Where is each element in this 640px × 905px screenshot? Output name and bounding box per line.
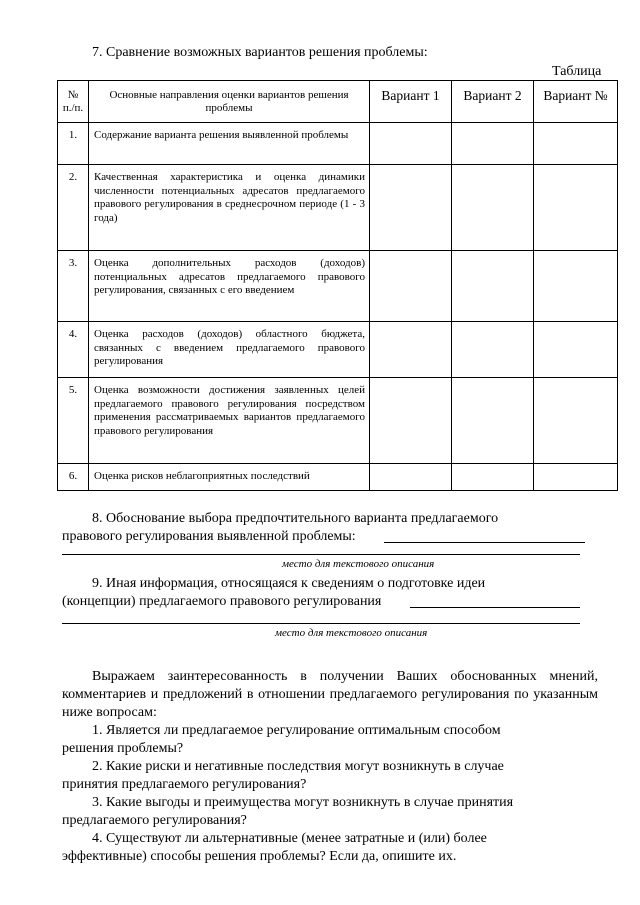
row-num: 4.	[58, 322, 89, 378]
question-3	[62, 794, 598, 830]
header-variant-2: Вариант 2	[452, 81, 534, 123]
variant-2-cell[interactable]	[452, 251, 534, 322]
row-num: 5.	[58, 378, 89, 464]
row-direction: Оценка расходов (доходов) областного бюджета, связанных с введением предлагаемого правового регулирования	[89, 322, 370, 378]
row-num: 6.	[58, 464, 89, 491]
section-8-line-1: 8. Обоснование выбора предпочтительного варианта предлагаемого	[92, 511, 499, 526]
table-caption: Таблица	[552, 64, 602, 79]
variant-2-cell[interactable]	[452, 464, 534, 491]
table-row	[58, 322, 618, 378]
variant-n-cell[interactable]	[534, 464, 618, 491]
variant-n-cell[interactable]	[534, 378, 618, 464]
question-3-line-1: 3. Какие выгоды и преимущества могут возникнуть в случае принятия	[92, 795, 514, 810]
question-2-line-2: принятия предлагаемого регулирования?	[62, 777, 307, 792]
variant-1-cell[interactable]	[370, 165, 452, 251]
table-row	[58, 378, 618, 464]
row-direction: Качественная характеристика и оценка динамики численности потенциальных адресатов предлагаемого правового регулирования в среднесрочном периоде (1 - 3 года)	[89, 165, 370, 251]
section-9-line-1: 9. Иная информация, относящаяся к сведениям о подготовке идеи	[92, 576, 486, 591]
question-2-line-1: 2. Какие риски и негативные последствия могут возникнуть в случае	[92, 759, 504, 774]
section-8-text: правового регулирования выявленной проблемы:	[62, 529, 356, 544]
variant-2-cell[interactable]	[452, 123, 534, 165]
table-header-row	[58, 81, 618, 123]
section-8-inline-blank[interactable]	[384, 542, 585, 543]
section-9-inline-blank[interactable]	[410, 607, 580, 608]
question-3-line-2: предлагаемого регулирования?	[62, 813, 247, 828]
header-variant-n: Вариант №	[534, 81, 618, 123]
row-direction: Содержание варианта решения выявленной проблемы	[89, 123, 370, 165]
question-4	[62, 830, 598, 866]
variant-1-cell[interactable]	[370, 464, 452, 491]
variant-2-cell[interactable]	[452, 378, 534, 464]
header-variant-1: Вариант 1	[370, 81, 452, 123]
comparison-table	[57, 80, 618, 491]
header-direction: Основные направления оценки вариантов решения проблемы	[89, 81, 370, 123]
table-row	[58, 251, 618, 322]
variant-2-cell[interactable]	[452, 165, 534, 251]
row-direction: Оценка рисков неблагоприятных последствий	[89, 464, 370, 491]
intro-paragraph: Выражаем заинтересованность в получении Ваших обоснованных мнений, комментариев и предложений в отношении предлагаемого регулирования по указанным ниже вопросам:	[62, 669, 598, 720]
section-9-placeholder-note: место для текстового описания	[275, 627, 428, 639]
row-num: 2.	[58, 165, 89, 251]
table-row	[58, 464, 618, 491]
variant-n-cell[interactable]	[534, 322, 618, 378]
row-direction: Оценка возможности достижения заявленных целей предлагаемого правового регулирования посредством применения рассматриваемых вариантов предлагаемого правового регулирования	[89, 378, 370, 464]
question-4-line-2: эффективные) способы решения проблемы? Если да, опишите их.	[62, 849, 457, 864]
table-row	[58, 123, 618, 165]
question-2	[62, 758, 598, 794]
question-1	[62, 722, 598, 758]
header-num: № п./п.	[58, 81, 89, 123]
section-8-line-2	[62, 528, 598, 546]
section-9-text-line[interactable]	[62, 623, 580, 624]
question-4-line-1: 4. Существуют ли альтернативные (менее затратные и (или) более	[92, 831, 487, 846]
section-7-title: 7. Сравнение возможных вариантов решения проблемы:	[92, 45, 428, 60]
variant-1-cell[interactable]	[370, 251, 452, 322]
section-9-text: (концепции) предлагаемого правового регулирования	[62, 594, 382, 609]
row-num: 1.	[58, 123, 89, 165]
variant-1-cell[interactable]	[370, 123, 452, 165]
variant-n-cell[interactable]	[534, 123, 618, 165]
section-9-line-2	[62, 593, 598, 611]
row-direction: Оценка дополнительных расходов (доходов) потенциальных адресатов предлагаемого правового регулирования, связанных с его введением	[89, 251, 370, 322]
variant-1-cell[interactable]	[370, 322, 452, 378]
section-8-text-line[interactable]	[62, 554, 580, 555]
variant-2-cell[interactable]	[452, 322, 534, 378]
variant-1-cell[interactable]	[370, 378, 452, 464]
variant-n-cell[interactable]	[534, 251, 618, 322]
question-1-line-2: решения проблемы?	[62, 741, 184, 756]
row-num: 3.	[58, 251, 89, 322]
section-8-placeholder-note: место для текстового описания	[282, 558, 435, 570]
question-1-line-1: 1. Является ли предлагаемое регулирование оптимальным способом	[92, 723, 501, 738]
variant-n-cell[interactable]	[534, 165, 618, 251]
table-row	[58, 165, 618, 251]
